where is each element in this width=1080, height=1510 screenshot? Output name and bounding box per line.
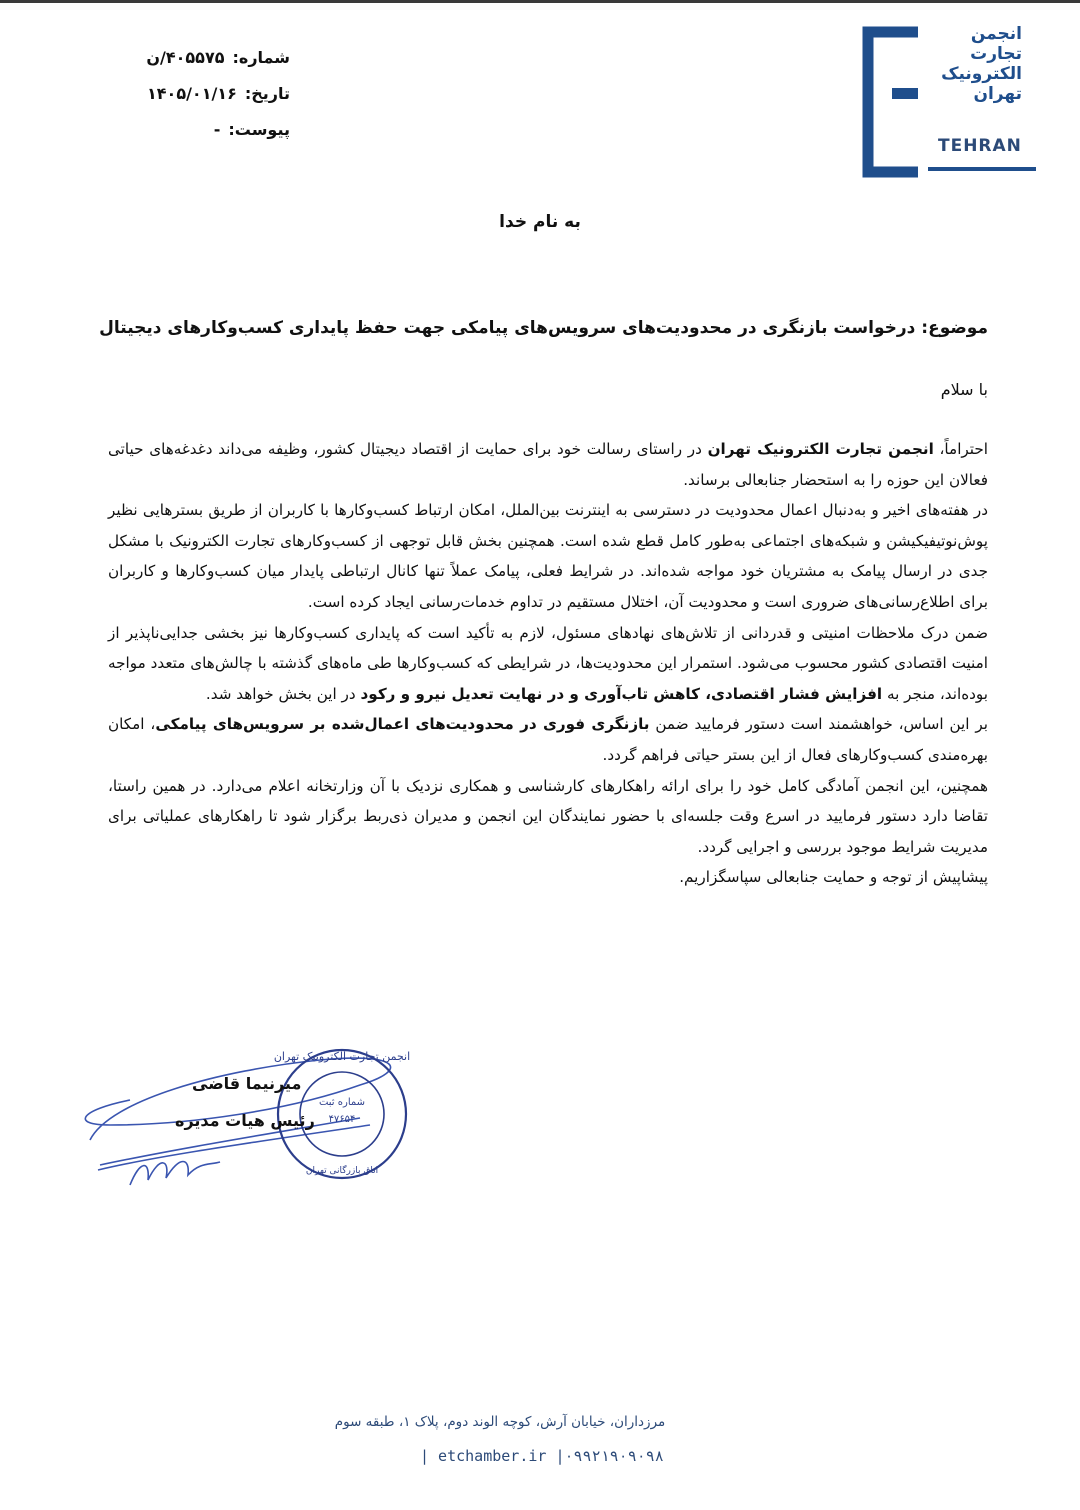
- letter-body: [108, 434, 988, 893]
- paragraph-6: پیشاپیش از توجه و حمایت جنابعالی سپاسگزاریم.: [679, 868, 988, 887]
- footer-address: مرزداران، خیابان آرش، کوچه الوند دوم، پلاک ۱، طبقه سوم: [334, 1414, 666, 1430]
- logo-latin-text: TEHRAN: [938, 136, 1022, 156]
- signatory-name: میرنیما قاضی: [192, 1074, 302, 1093]
- stamp-ring-text: انجمن تجارت الکترونیک تهران: [273, 1050, 411, 1063]
- letter-subject: موضوع: درخواست بازنگری در محدودیت‌های سرویس‌های پیامکی جهت حفظ پایداری کسب‌وکارهای دیجیتال: [99, 318, 988, 338]
- letter-meta: [50, 40, 290, 148]
- paragraph-5: همچنین، این انجمن آمادگی کامل خود را برای ارائه راهکارهای کارشناسی و همکاری نزدیک با آن وزارتخانه اعلام می‌دارد. در همین راستا، تقاضا دارد دستور فرمایید در اسرع وقت جلسه‌ای با حضور نمایندگان این انجمن و مدیران ذی‌ربط برگزار شود تا راهکارهای عملیاتی برای مدیریت شرایط موجود بررسی و اجرایی گردد.: [108, 776, 988, 856]
- letter-date: تاریخ: ۱۴۰۵/۰۱/۱۶: [147, 84, 290, 103]
- footer-contact: | etchamber.ir |۰۹۹۲۱۹۰۹۰۹۸: [420, 1447, 664, 1465]
- paragraph-2: در هفته‌های اخیر و به‌دنبال اعمال محدودیت در دسترسی به اینترنت بین‌الملل، امکان ارتباط کسب‌وکارها با کاربران از طریق بسترهایی نظیر پوش‌نوتیفیکیشن و شبکه‌های اجتماعی به‌طور کامل قطع شده است. همچنین بخش قابل توجهی از کسب‌وکارهای تجارت الکترونیک با مشکل جدی در ارسال پیامک به مشتریان خود مواجه شده‌اند. در شرایط فعلی، پیامک عملاً تنها کانال ارتباطی پایدار میان کسب‌وکارها و کاربران برای اطلاع‌رسانی‌های ضروری است و محدودیت آن، اختلال مستقیم در تداوم خدمات‌رسانی ایجاد کرده است.: [108, 501, 988, 611]
- letter-number: شماره: ۴۰۵۵۷۵/ن: [146, 48, 290, 67]
- greeting: با سلام: [940, 380, 988, 399]
- letter-attachment: پیوست: -: [213, 120, 290, 139]
- stamp-reg-label: شماره ثبت: [318, 1097, 366, 1108]
- signatory-title: رئیس هیات مدیره: [175, 1111, 315, 1130]
- paragraph-3: ضمن درک ملاحظات امنیتی و قدردانی از تلاش‌های نهادهای مسئول، لازم به تأکید است که پایداری کسب‌وکارها نیز بخشی جدایی‌ناپذیر از امنیت اقتصادی کشور محسوب می‌شود. استمرار این محدودیت‌ها، در شرایطی که کسب‌وکارها طی ماه‌های گذشته با چالش‌های متعدد مواجه بوده‌اند، منجر به افزایش فشار اقتصادی، کاهش تاب‌آوری و در نهایت تعدیل نیرو و رکود در این بخش خواهد شد.: [108, 623, 988, 703]
- stamp-bottom-text: اتاق بازرگانی تهران: [305, 1166, 379, 1176]
- top-border: [0, 0, 1080, 3]
- basmala-heading: به نام خدا: [499, 212, 581, 232]
- paragraph-1: احتراماً، انجمن تجارت الکترونیک تهران در راستای رسالت خود برای حمایت از اقتصاد دیجیتال کشور، وظیفه می‌داند دغدغه‌های حیاتی فعالان این حوزه را به استحضار جنابعالی برساند.: [108, 440, 988, 489]
- paragraph-4: بر این اساس، خواهشمند است دستور فرمایید ضمن بازنگری فوری در محدودیت‌های اعمال‌شده بر سرویس‌های پیامکی، امکان بهره‌مندی کسب‌وکارهای فعال از این بستر حیاتی فراهم گردد.: [108, 715, 988, 764]
- logo-name: انجمن تجارت الکترونیک تهران: [941, 24, 1022, 104]
- stamp-reg-number: ۴۷۶۵۴: [328, 1114, 356, 1125]
